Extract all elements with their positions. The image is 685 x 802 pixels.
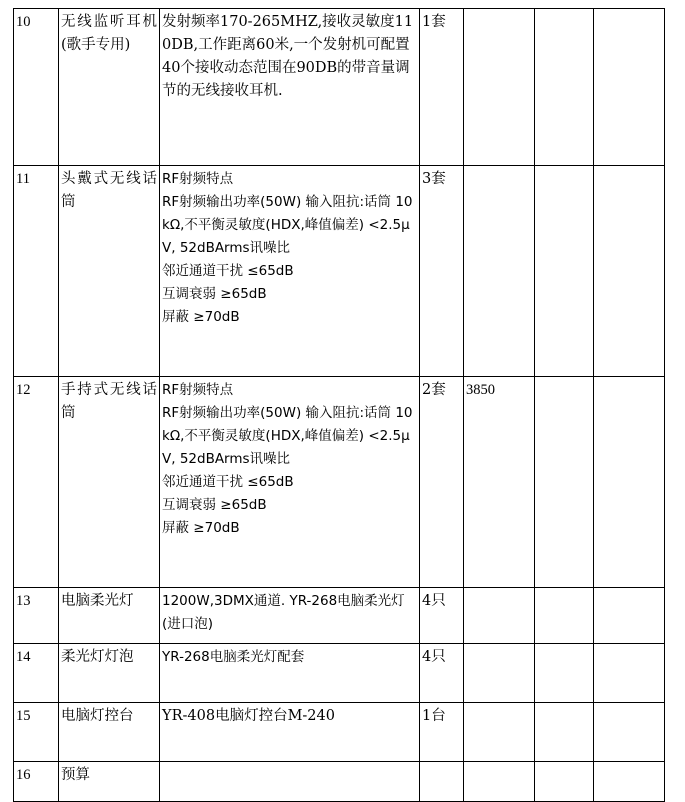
item-price [464, 166, 535, 377]
spec-line: 屏蔽 ≥70dB [162, 520, 240, 536]
item-spec [160, 703, 420, 762]
item-quantity [420, 762, 464, 802]
item-name: 无线监听耳机(歌手专用) [59, 9, 160, 166]
table-row [14, 703, 665, 762]
row-number: 14 [14, 644, 59, 703]
table-row [14, 644, 665, 703]
item-price [464, 9, 535, 166]
row-number: 12 [14, 377, 59, 588]
spec-line: YR-268电脑柔光灯配套 [162, 649, 305, 665]
item-quantity: 3套 [420, 166, 464, 377]
spec-line: 互调衰弱 ≥65dB [162, 497, 267, 513]
spec-line: 发射频率170-265MHZ,接收灵敏度110DB,工作距离60米,一个发射机可配置40个接收动态范围在90DB的带音量调节的无线接收耳机. [162, 14, 414, 99]
item-total [535, 644, 594, 703]
item-note [594, 644, 665, 703]
spec-line: RF射频输出功率(50W) 输入阻抗:话筒 10kΩ,不平衡灵敏度(HDX,峰值偏差) <2.5μV, 52dBArms讯噪比 [162, 194, 413, 256]
item-total [535, 703, 594, 762]
item-spec [160, 644, 420, 703]
table-row [14, 377, 665, 588]
item-note [594, 377, 665, 588]
row-number: 11 [14, 166, 59, 377]
item-quantity: 1台 [420, 703, 464, 762]
row-number: 16 [14, 762, 59, 802]
item-total [535, 377, 594, 588]
item-note [594, 762, 665, 802]
spec-line: YR-408电脑灯控台M-240 [162, 708, 335, 724]
item-price: 3850 [464, 377, 535, 588]
spec-line: RF射频特点 [162, 382, 234, 398]
item-quantity: 1套 [420, 9, 464, 166]
spec-line: 互调衰弱 ≥65dB [162, 286, 267, 302]
spec-line: 1200W,3DMX通道. YR-268电脑柔光灯(进口泡) [162, 593, 405, 632]
table-row [14, 9, 665, 166]
item-quantity: 2套 [420, 377, 464, 588]
item-total [535, 9, 594, 166]
item-name: 手持式无线话筒 [59, 377, 160, 588]
spec-line: RF射频特点 [162, 171, 234, 187]
item-name: 头戴式无线话筒 [59, 166, 160, 377]
item-total [535, 588, 594, 644]
item-note [594, 9, 665, 166]
spec-line: 邻近通道干扰 ≤65dB [162, 474, 294, 490]
item-spec [160, 166, 420, 377]
table-row [14, 588, 665, 644]
item-note [594, 588, 665, 644]
item-name: 电脑灯控台 [59, 703, 160, 762]
item-total [535, 166, 594, 377]
table-row [14, 166, 665, 377]
item-name: 预算 [59, 762, 160, 802]
item-spec [160, 9, 420, 166]
item-spec [160, 377, 420, 588]
row-number: 13 [14, 588, 59, 644]
item-quantity: 4只 [420, 644, 464, 703]
item-price [464, 703, 535, 762]
item-name: 电脑柔光灯 [59, 588, 160, 644]
item-note [594, 703, 665, 762]
row-number: 10 [14, 9, 59, 166]
item-note [594, 166, 665, 377]
item-spec [160, 588, 420, 644]
item-name: 柔光灯灯泡 [59, 644, 160, 703]
item-quantity: 4只 [420, 588, 464, 644]
row-number: 15 [14, 703, 59, 762]
spec-line: 屏蔽 ≥70dB [162, 309, 240, 325]
spec-line: RF射频输出功率(50W) 输入阻抗:话筒 10kΩ,不平衡灵敏度(HDX,峰值偏差) <2.5μV, 52dBArms讯噪比 [162, 405, 413, 467]
item-price [464, 644, 535, 703]
item-price [464, 588, 535, 644]
item-spec [160, 762, 420, 802]
spec-line: 邻近通道干扰 ≤65dB [162, 263, 294, 279]
item-price [464, 762, 535, 802]
table-row [14, 762, 665, 802]
item-total [535, 762, 594, 802]
equipment-table [13, 8, 665, 802]
